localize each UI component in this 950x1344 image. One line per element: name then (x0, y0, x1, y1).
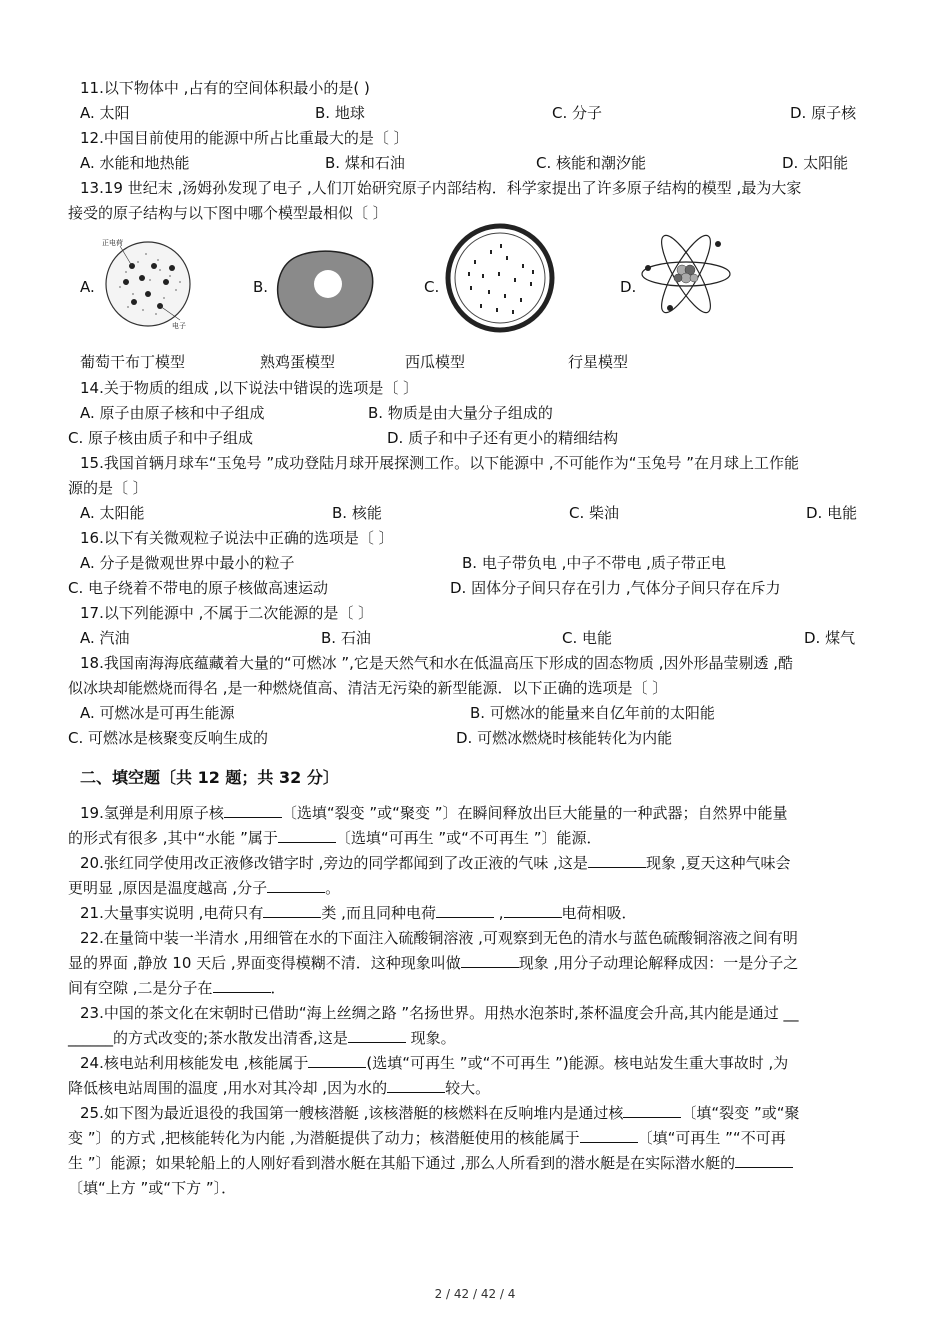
q14-option-d: D. 质子和中子还有更小的精细结构 (387, 429, 619, 447)
q19-text-1: 19.氢弹是利用原子核 (80, 804, 224, 822)
q18-option-a: A. 可燃冰是可再生能源 (80, 704, 235, 722)
q16-option-a: A. 分子是微观世界中最小的粒子 (80, 554, 295, 572)
q22-text-1: 显的界面 ,静放 10 天后 ,界面变得模糊不清．这种现象叫做 (68, 954, 461, 972)
q19-text-3: 的形式有很多 ,其中“水能 ”属于 (68, 829, 278, 847)
q24-text-1: 24.核电站利用核能发电 ,核能属于 (80, 1054, 309, 1072)
q18-stem-line1: 18.我国南海海底蕴藏着大量的“可燃冰 ”,它是天然气和水在低温高压下形成的固态物质 ,因外形晶莹剔透 ,酷 (80, 654, 794, 672)
q25-text-5: 生 ”〕能源；如果轮船上的人刚好看到潜水艇在其船下通过 ,那么人所看到的潜水艇是在实际潜水艇的 (68, 1154, 736, 1172)
q21-blank-1 (263, 903, 321, 918)
q22-line3 (68, 978, 286, 998)
q13-letter-d: D. (620, 278, 637, 296)
q25-blank-1 (623, 1103, 681, 1118)
q25-text-4: 〔填“可再生 ”“不可再 (637, 1129, 786, 1147)
q21-text-4: 电荷相吸． (561, 904, 637, 922)
q23-line2 (68, 1028, 456, 1048)
q13-letter-c: C. (424, 278, 440, 296)
q13-letter-a: A. (80, 278, 95, 296)
q22-line1: 22.在量筒中装一半清水 ,用细管在水的下面注入硫酸铜溶液 ,可观察到无色的清水与蓝色硫酸铜溶液之间有明 (80, 929, 798, 947)
q25-text-3: 变 ”〕的方式 ,把核能转化为内能 ,为潜艇提供了动力；核潜艇使用的核能属于 (68, 1129, 580, 1147)
page-number-footer: 2 / 42 / 42 / 4 (434, 1287, 516, 1301)
q14-option-c: C. 原子核由质子和中子组成 (68, 429, 254, 447)
q19-blank-2 (278, 828, 336, 843)
planetary-model-figure (640, 234, 732, 314)
q25-text-1: 25.如下图为最近退役的我国第一艘核潜艇 ,该核潜艇的核燃料在反响堆内是通过核 (80, 1104, 624, 1122)
q20-text-4: 。 (325, 879, 341, 897)
q24-line1 (80, 1053, 788, 1073)
q16-option-b: B. 电子带负电 ,中子不带电 ,质子带正电 (462, 554, 726, 572)
q25-line2 (68, 1128, 786, 1148)
q20-blank-1 (588, 853, 646, 868)
q18-option-d: D. 可燃冰燃烧时核能转化为内能 (456, 729, 673, 747)
q11-option-a: A. 太阳 (80, 104, 130, 122)
q19-blank-1 (224, 803, 282, 818)
q24-blank-1 (308, 1053, 366, 1068)
plum-pudding-model-figure (98, 232, 198, 332)
q11-option-c: C. 分子 (552, 104, 603, 122)
q21-text-3: , (493, 904, 504, 922)
q17-option-d: D. 煤气 (804, 629, 856, 647)
q13-stem-line2: 接受的原子结构与以下图中哪个模型最相似〔 〕 (68, 204, 388, 222)
q19-text-4: 〔选填“可再生 ”或“不可再生 ”〕能源． (335, 829, 602, 847)
q20-text-1: 20.张红同学使用改正液修改错字时 ,旁边的同学都闻到了改正液的气味 ,这是 (80, 854, 588, 872)
q17-stem: 17.以下列能源中 ,不属于二次能源的是〔 〕 (80, 604, 374, 622)
q24-text-2: (选填“可再生 ”或“不可再生 ”)能源。核电站发生重大事故时 ,为 (366, 1054, 789, 1072)
q23-blank-1 (348, 1028, 406, 1043)
q13-caption-b: 熟鸡蛋模型 (260, 353, 336, 371)
q20-line2 (68, 878, 340, 898)
q11-option-d: D. 原子核 (790, 104, 857, 122)
q22-text-3: 间有空隙 ,二是分子在 (68, 979, 213, 997)
q15-option-c: C. 柴油 (569, 504, 620, 522)
q13-letter-b: B. (253, 278, 269, 296)
q25-line1 (80, 1103, 800, 1123)
q13-caption-d: 行星模型 (568, 353, 629, 371)
q24-text-4: 较大。 (445, 1079, 491, 1097)
q13-caption-a: 葡萄干布丁模型 (80, 353, 186, 371)
q12-option-b: B. 煤和石油 (325, 154, 405, 172)
q16-option-d: D. 固体分子间只存在引力 ,气体分子间只存在斥力 (450, 579, 781, 597)
q22-line2 (68, 953, 798, 973)
q13-stem-line1: 13.19 世纪末 ,汤姆孙发现了电子 ,人们丌始研究原子内部结构．科学家提出了许多原子结构的模型 ,最为大家 (80, 179, 802, 197)
boiled-egg-model-figure (276, 246, 376, 330)
q17-option-c: C. 电能 (562, 629, 613, 647)
q25-line3 (68, 1153, 793, 1173)
q14-option-b: B. 物质是由大量分子组成的 (368, 404, 553, 422)
q17-option-b: B. 石油 (321, 629, 371, 647)
q15-stem-line2: 源的是〔 〕 (68, 479, 148, 497)
q24-line2 (68, 1078, 490, 1098)
q23-text-1: ______的方式改变的;茶水散发出清香,这是 (68, 1029, 348, 1047)
fig-a-label-electron: 电子 (172, 322, 186, 330)
q16-option-c: C. 电子绕着不带电的原子核做高速运动 (68, 579, 329, 597)
q21-line1 (80, 903, 637, 923)
q22-text-4: ． (270, 979, 286, 997)
q18-stem-line2: 似冰块却能燃烧而得名 ,是一种燃烧值高、清洁无污染的新型能源．以下正确的选项是〔 〕 (68, 679, 668, 697)
q20-blank-2 (267, 878, 325, 893)
q22-blank-1 (461, 953, 519, 968)
q25-line4: 〔填“上方 ”或“下方 ”〕． (68, 1179, 237, 1197)
q25-blank-2 (580, 1128, 638, 1143)
q21-blank-2 (436, 903, 494, 918)
q24-blank-2 (387, 1078, 445, 1093)
q23-text-2: 现象。 (405, 1029, 456, 1047)
section-heading-fill-in: 二、填空题〔共 12 题；共 32 分〕 (80, 768, 339, 787)
q14-option-a: A. 原子由原子核和中子组成 (80, 404, 265, 422)
q24-text-3: 降低核电站周围的温度 ,用水对其冷却 ,因为水的 (68, 1079, 388, 1097)
q25-blank-3 (735, 1153, 793, 1168)
q13-caption-c: 西瓜模型 (405, 353, 466, 371)
q22-blank-2 (213, 978, 271, 993)
q15-option-b: B. 核能 (332, 504, 382, 522)
q20-line1 (80, 853, 790, 873)
q23-line1: 23.中国的茶文化在宋朝时已借助“海上丝绸之路 ”名扬世界。用热水泡茶时,茶杯温度会升高,其内能是通过 __ (80, 1004, 799, 1022)
q21-text-2: 类 ,而且同种电荷 (321, 904, 436, 922)
q20-text-3: 更明显 ,原因是温度越高 ,分子 (68, 879, 268, 897)
q12-option-a: A. 水能和地热能 (80, 154, 190, 172)
q17-option-a: A. 汽油 (80, 629, 130, 647)
q19-line1 (80, 803, 787, 823)
q11-option-b: B. 地球 (315, 104, 365, 122)
q21-text-1: 21.大量事实说明 ,电荷只有 (80, 904, 264, 922)
watermelon-model-figure (444, 222, 556, 334)
q14-stem: 14.关于物质的组成 ,以下说法中错误的选项是〔 〕 (80, 379, 419, 397)
q11-stem: 11.以下物体中 ,占有的空间体积最小的是( ) (80, 79, 370, 97)
q12-option-d: D. 太阳能 (782, 154, 849, 172)
q19-line2 (68, 828, 601, 848)
q22-text-2: 现象 ,用分子动理论解释成因：一是分子之 (518, 954, 799, 972)
q20-text-2: 现象 ,夏天这种气味会 (645, 854, 791, 872)
fig-a-label-positive: 正电荷 (102, 239, 123, 247)
q18-option-c: C. 可燃冰是核聚变反响生成的 (68, 729, 269, 747)
q19-text-2: 〔选填“裂变 ”或“聚变 ”〕在瞬间释放出巨大能量的一种武器；自然界中能量 (281, 804, 788, 822)
q15-stem-line1: 15.我国首辆月球车“玉兔号 ”成功登陆月球开展探测工作。以下能源中 ,不可能作为“玉兔号 ”在月球上工作能 (80, 454, 800, 472)
q16-stem: 16.以下有关微观粒子说法中正确的选项是〔 〕 (80, 529, 394, 547)
q18-option-b: B. 可燃冰的能量来自亿年前的太阳能 (470, 704, 715, 722)
q12-stem: 12.中国目前使用的能源中所占比重最大的是〔 〕 (80, 129, 409, 147)
q25-text-2: 〔填“裂变 ”或“聚 (681, 1104, 800, 1122)
q15-option-a: A. 太阳能 (80, 504, 145, 522)
q12-option-c: C. 核能和潮汐能 (536, 154, 647, 172)
q21-blank-3 (504, 903, 562, 918)
q15-option-d: D. 电能 (806, 504, 858, 522)
